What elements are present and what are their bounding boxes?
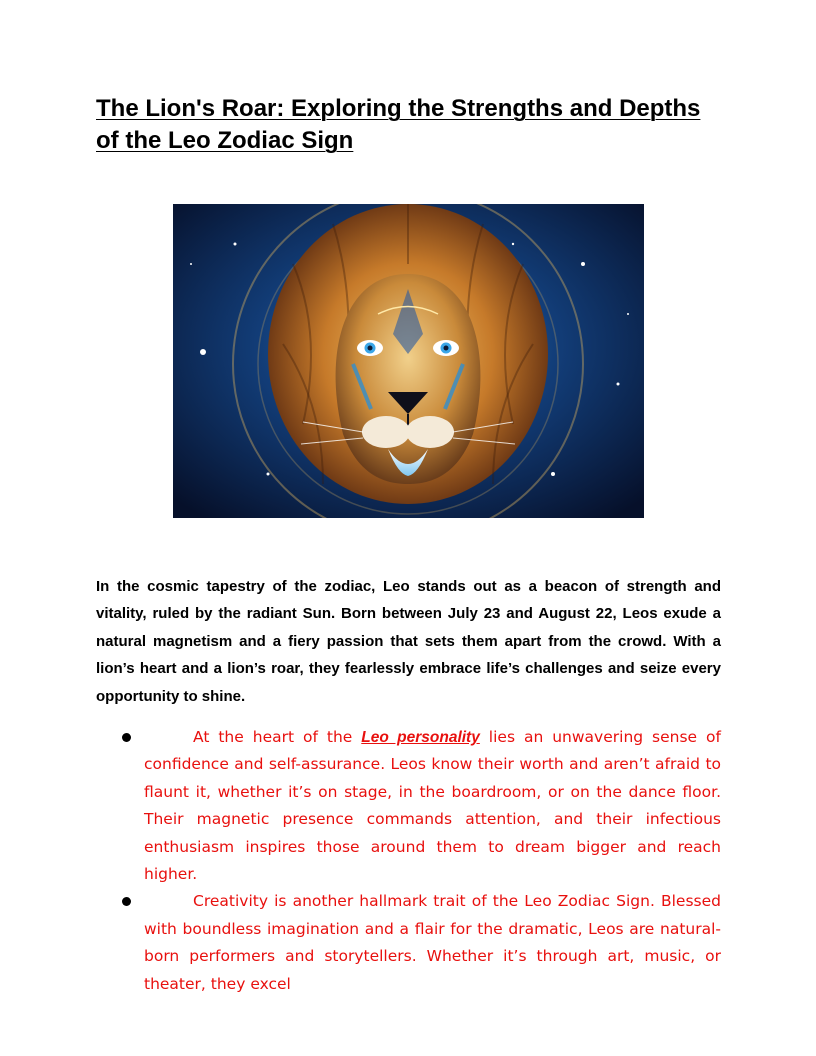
list-item (96, 724, 721, 888)
bullet-text-after: lies an unwavering sense of confidence and self-assurance. Leos know their worth and aren’t afraid to flaunt it, whether it’s on stage, in the boardroom, or on the dance floor. Their magnetic presence commands attention, and their infectious enthusiasm inspires those around them to dream bigger and reach higher. (144, 728, 721, 884)
list-item (96, 888, 721, 998)
bullet-text: Creativity is another hallmark trait of the Leo Zodiac Sign. Blessed with boundless imagination and a flair for the dramatic, Leos are natural-born performers and storytellers. Whether it’s through art, music, or theater, they excel (144, 892, 721, 993)
trait-bullet-list (96, 724, 721, 998)
bullet-icon (122, 733, 131, 742)
leo-lion-illustration (173, 204, 644, 518)
intro-paragraph: In the cosmic tapestry of the zodiac, Leo stands out as a beacon of strength and vitality, ruled by the radiant Sun. Born between July 23 and August 22, Leos exude a natural magnetism and a fiery passion that sets them apart from the crowd. With a lion’s heart and a lion’s roar, they fearlessly embrace life’s challenges and seize every opportunity to shine. (96, 578, 721, 705)
document-title: The Lion's Roar: Exploring the Strengths and Depths of the Leo Zodiac Sign (96, 95, 701, 154)
leo-personality-link[interactable]: Leo personality (361, 729, 480, 746)
bullet-icon (122, 897, 131, 906)
bullet-text-before: At the heart of the (193, 728, 362, 746)
